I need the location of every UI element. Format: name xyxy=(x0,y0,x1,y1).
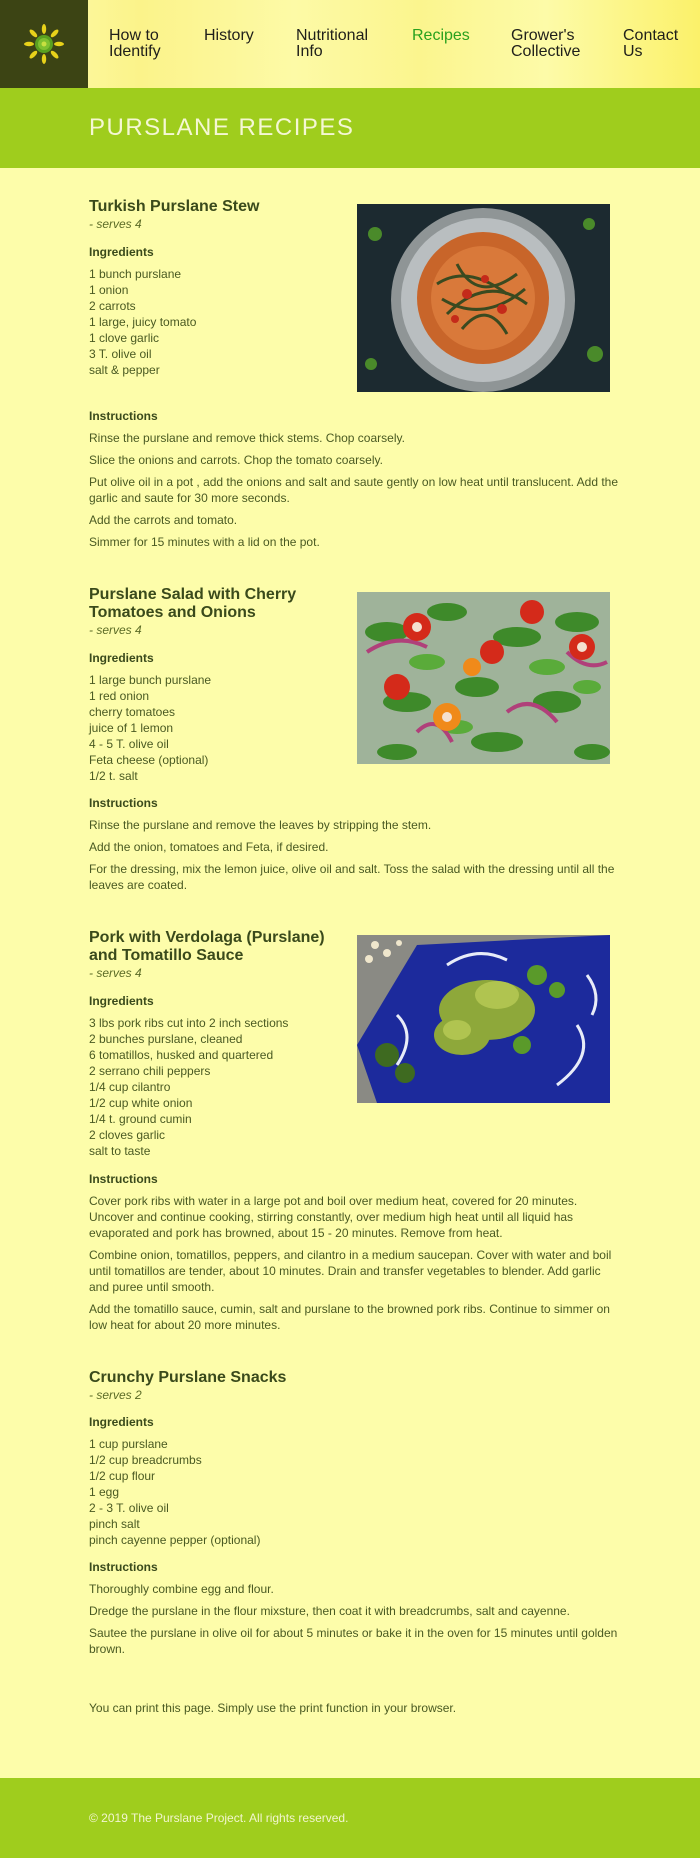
instructions-heading: Instructions xyxy=(89,409,158,423)
nav-history[interactable]: History xyxy=(204,27,254,44)
ingredient-item: 2 carrots xyxy=(89,299,136,313)
ingredient-item: 1 cup purslane xyxy=(89,1437,168,1451)
logo[interactable] xyxy=(0,0,88,88)
ingredient-item: 1 onion xyxy=(89,283,129,297)
ingredient-item: Feta cheese (optional) xyxy=(89,753,209,767)
instruction-step: Rinse the purslane and remove the leaves by stripping the stem. xyxy=(89,818,432,832)
ingredient-item: 3 T. olive oil xyxy=(89,347,152,361)
ingredient-item: 1/2 cup white onion xyxy=(89,1096,193,1110)
page-title: PURSLANE RECIPES xyxy=(89,114,355,141)
ingredient-item: 6 tomatillos, husked and quartered xyxy=(89,1048,274,1062)
recipe-title: Turkish Purslane Stew xyxy=(89,198,260,215)
recipe-photo-pork xyxy=(357,935,610,1103)
instruction-step: For the dressing, mix the lemon juice, olive oil and salt. Toss the salad with the dressing until all the leaves are coated. xyxy=(89,862,615,892)
instructions-heading: Instructions xyxy=(89,1172,158,1186)
ingredient-item: 1 large bunch purslane xyxy=(89,673,212,687)
nav-growers-collective[interactable]: Grower's Collective xyxy=(511,27,581,60)
instruction-step: Thoroughly combine egg and flour. xyxy=(89,1582,274,1596)
ingredients-list xyxy=(89,1015,288,1159)
nav-how-to-identify[interactable]: How to Identify xyxy=(109,27,161,60)
instruction-step: Rinse the purslane and remove thick stems. Chop coarsely. xyxy=(89,431,405,445)
recipe-serves: - serves 2 xyxy=(89,1388,142,1402)
ingredient-item: salt to taste xyxy=(89,1144,151,1158)
instruction-step: Sautee the purslane in olive oil for about 5 minutes or bake it in the oven for 15 minutes until golden brown. xyxy=(89,1626,618,1656)
nav-contact-us[interactable]: Contact Us xyxy=(623,27,679,60)
instruction-step: Dredge the purslane in the flour mixsture, then coat it with breadcrumbs, salt and cayenne. xyxy=(89,1604,570,1618)
instruction-step: Simmer for 15 minutes with a lid on the pot. xyxy=(89,535,320,549)
ingredient-item: 1/4 cup cilantro xyxy=(89,1080,171,1094)
ingredients-list xyxy=(89,266,196,378)
ingredient-item: pinch cayenne pepper (optional) xyxy=(89,1533,261,1547)
ingredient-item: 1/2 cup breadcrumbs xyxy=(89,1453,202,1467)
recipe-serves: - serves 4 xyxy=(89,623,142,637)
ingredients-list xyxy=(89,1436,260,1548)
top-nav xyxy=(0,0,700,88)
ingredients-heading: Ingredients xyxy=(89,994,154,1008)
ingredients-heading: Ingredients xyxy=(89,245,154,259)
copyright-text: © 2019 The Purslane Project. All rights reserved. xyxy=(89,1811,349,1825)
ingredient-item: salt & pepper xyxy=(89,363,160,377)
nav-nutritional-info[interactable]: Nutritional Info xyxy=(296,27,369,60)
ingredient-item: 1 egg xyxy=(89,1485,120,1499)
ingredient-item: 1 bunch purslane xyxy=(89,267,182,281)
ingredient-item: 1 large, juicy tomato xyxy=(89,315,197,329)
instruction-step: Add the tomatillo sauce, cumin, salt and purslane to the browned pork ribs. Continue to simmer on low heat for about 20 more minutes. xyxy=(89,1302,610,1332)
ingredient-item: cherry tomatoes xyxy=(89,705,176,719)
recipe-serves: - serves 4 xyxy=(89,966,142,980)
ingredients-list xyxy=(89,672,211,784)
ingredient-item: 2 - 3 T. olive oil xyxy=(89,1501,169,1515)
recipe-title: Crunchy Purslane Snacks xyxy=(89,1369,287,1386)
ingredient-item: juice of 1 lemon xyxy=(89,721,174,735)
ingredient-item: pinch salt xyxy=(89,1517,140,1531)
instructions-heading: Instructions xyxy=(89,1560,158,1574)
page-header-band xyxy=(0,88,700,168)
ingredient-item: 2 serrano chili peppers xyxy=(89,1064,211,1078)
ingredient-item: 1/4 t. ground cumin xyxy=(89,1112,192,1126)
print-note: You can print this page. Simply use the print function in your browser. xyxy=(89,1701,457,1715)
ingredients-heading: Ingredients xyxy=(89,1415,154,1429)
purslane-flower-icon xyxy=(22,22,66,66)
recipe-title: Purslane Salad with Cherry Tomatoes and Onions xyxy=(89,586,297,621)
instruction-step: Slice the onions and carrots. Chop the tomato coarsely. xyxy=(89,453,383,467)
instruction-step: Add the carrots and tomato. xyxy=(89,513,238,527)
ingredient-item: 1/2 cup flour xyxy=(89,1469,156,1483)
ingredient-item: 4 - 5 T. olive oil xyxy=(89,737,169,751)
instructions-heading: Instructions xyxy=(89,796,158,810)
ingredient-item: 2 bunches purslane, cleaned xyxy=(89,1032,243,1046)
ingredient-item: 1 clove garlic xyxy=(89,331,160,345)
ingredients-heading: Ingredients xyxy=(89,651,154,665)
footer xyxy=(0,1778,700,1858)
ingredient-item: 3 lbs pork ribs cut into 2 inch sections xyxy=(89,1016,289,1030)
recipe-photo-salad xyxy=(357,592,610,764)
ingredient-item: 1 red onion xyxy=(89,689,150,703)
recipe-photo-stew xyxy=(357,204,610,392)
instruction-step: Put olive oil in a pot , add the onions and salt and saute gently on low heat until translucent. Add the garlic and saute for 30 more seconds. xyxy=(89,475,619,505)
ingredient-item: 2 cloves garlic xyxy=(89,1128,166,1142)
recipe-title: Pork with Verdolaga (Purslane) and Tomatillo Sauce xyxy=(89,929,325,964)
ingredient-item: 1/2 t. salt xyxy=(89,769,138,783)
instruction-step: Combine onion, tomatillos, peppers, and cilantro in a medium saucepan. Cover with water and boil until tomatillos are tender, about 10 minutes. Drain and transfer vegetables to blender. Add garlic and puree until smooth. xyxy=(89,1248,612,1294)
nav-recipes[interactable]: Recipes xyxy=(412,27,470,44)
recipe-serves: - serves 4 xyxy=(89,217,142,231)
instruction-step: Add the onion, tomatoes and Feta, if desired. xyxy=(89,840,329,854)
instruction-step: Cover pork ribs with water in a large pot and boil over medium heat, covered for 20 minutes. Uncover and continue cooking, stirring constantly, over medium high heat until all liquid has evaporated and pork has browned, about 15 - 20 minutes. Remove from heat. xyxy=(89,1194,578,1240)
